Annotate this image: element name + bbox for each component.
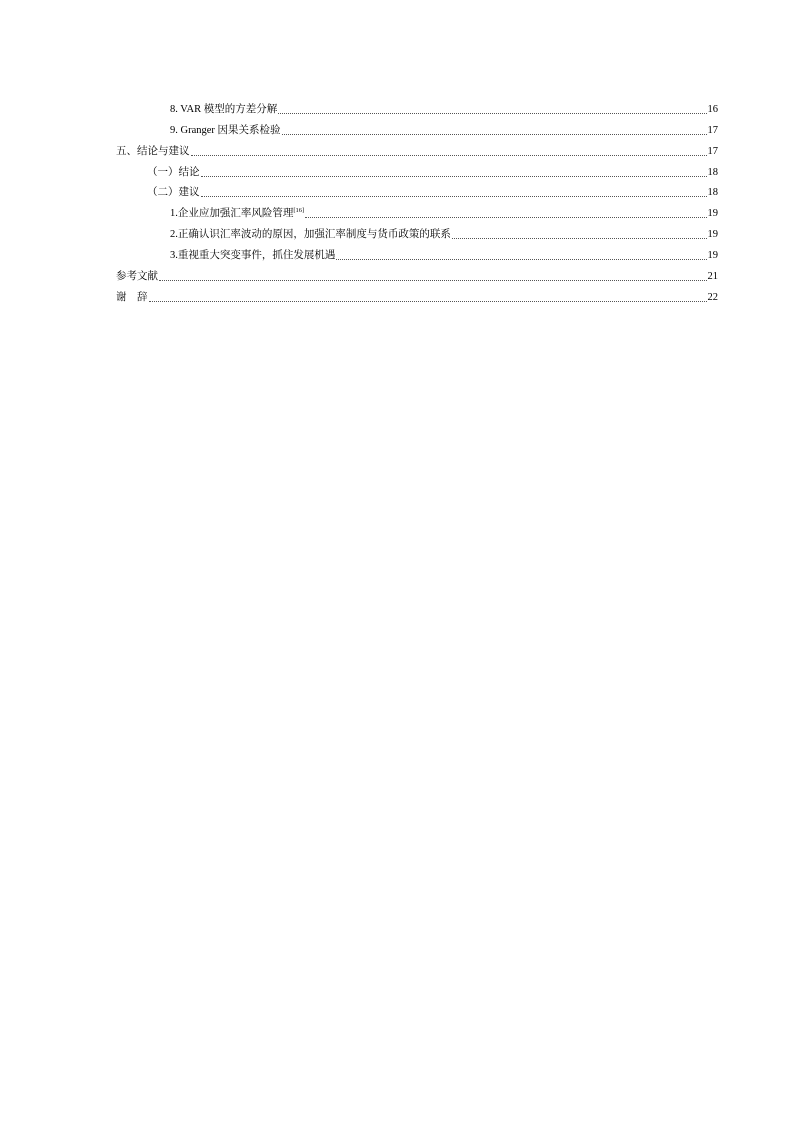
toc-page-number: 19 (707, 229, 718, 241)
toc-entry-var-variance-decomposition[interactable] (0, 95, 793, 116)
dot-leader (305, 217, 706, 218)
toc-entry-title: 8. VAR 模型的方差分解 (170, 103, 278, 115)
toc-entry-acknowledgements[interactable] (0, 283, 793, 304)
toc-entry-conclusions[interactable] (0, 158, 793, 179)
toc-entry-references[interactable] (0, 262, 793, 283)
dot-leader (336, 259, 706, 260)
dot-leader (452, 238, 707, 239)
dot-leader (149, 301, 707, 302)
toc-page-number: 18 (707, 187, 718, 199)
toc-page-number: 18 (707, 166, 718, 178)
dot-leader (201, 196, 707, 197)
toc-entry-exchange-rate-volatility-causes[interactable] (0, 220, 793, 241)
dot-leader (278, 113, 706, 114)
toc-page-number: 19 (707, 250, 718, 262)
toc-entry-suggestions[interactable] (0, 179, 793, 200)
toc-entry-title: （一）结论 (147, 166, 200, 178)
dot-leader (191, 155, 707, 156)
toc-entry-granger-causality-test[interactable] (0, 116, 793, 137)
toc-page-number: 19 (707, 208, 718, 220)
toc-entry-conclusions-and-suggestions[interactable] (0, 137, 793, 158)
dot-leader (159, 280, 707, 281)
toc-entry-exchange-rate-risk-management[interactable] (0, 199, 793, 220)
toc-entry-title: 3.重视重大突变事件，抓住发展机遇 (170, 250, 336, 262)
toc-entry-major-events-opportunities[interactable] (0, 241, 793, 262)
toc-entry-title: （二）建议 (147, 187, 200, 199)
toc-entry-title: 参考文献 (116, 271, 158, 283)
table-of-contents (0, 95, 793, 304)
citation-reference: [16] (293, 207, 305, 215)
toc-entry-title: 9. Granger 因果关系检验 (170, 124, 281, 136)
toc-entry-title: 谢 辞 (116, 291, 148, 303)
toc-page-number: 16 (707, 103, 718, 115)
toc-page-number: 17 (707, 124, 718, 136)
toc-entry-title: 五、结论与建议 (116, 145, 190, 157)
dot-leader (282, 134, 707, 135)
toc-page-number: 17 (707, 145, 718, 157)
toc-page-number: 22 (707, 291, 718, 303)
dot-leader (201, 176, 707, 177)
toc-entry-title: 1.企业应加强汇率风险管理[16] (170, 207, 305, 220)
toc-entry-title: 2.正确认识汇率波动的原因，加强汇率制度与货币政策的联系 (170, 229, 451, 241)
toc-page-number: 21 (707, 271, 718, 283)
